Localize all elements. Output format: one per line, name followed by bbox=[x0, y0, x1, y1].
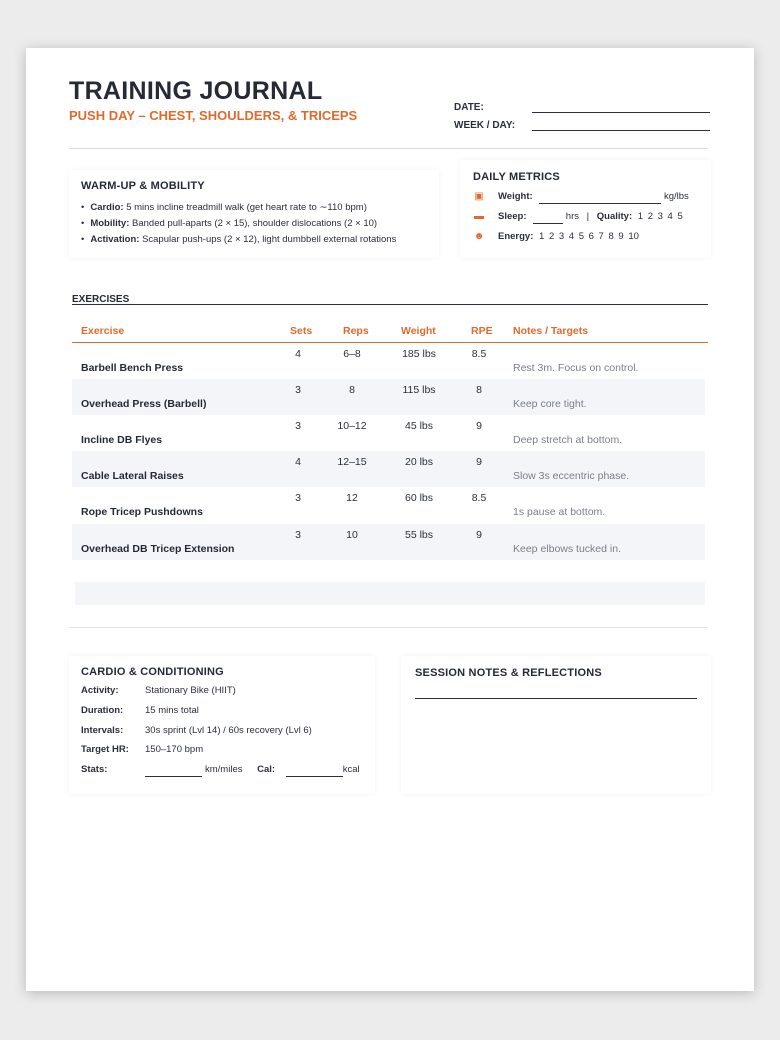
exercise-name: Overhead DB Tricep Extension bbox=[81, 543, 235, 555]
exercise-rpe: 8 bbox=[476, 384, 482, 396]
exercise-notes: Keep elbows tucked in. bbox=[513, 543, 621, 555]
target-hr-value: 150–170 bpm bbox=[145, 744, 204, 755]
warmup-item-text: Banded pull-aparts (2 × 15), shoulder dislocations (2 × 10) bbox=[132, 218, 378, 229]
metrics-title: DAILY METRICS bbox=[473, 171, 560, 183]
header-rpe: RPE bbox=[471, 325, 493, 337]
exercise-name: Cable Lateral Raises bbox=[81, 470, 184, 482]
exercise-weight: 20 lbs bbox=[404, 456, 434, 468]
intervals-label: Intervals: bbox=[81, 725, 124, 736]
session-notes-title: SESSION NOTES & REFLECTIONS bbox=[415, 667, 602, 679]
warmup-item-label: Cardio: bbox=[90, 202, 124, 213]
cardio-title: CARDIO & CONDITIONING bbox=[81, 666, 224, 678]
warmup-item-text: Scapular push-ups (2 × 12), light dumbbell external rotations bbox=[142, 234, 397, 245]
list-item bbox=[81, 216, 396, 232]
sleep-row bbox=[473, 210, 683, 224]
session-notes-card bbox=[401, 656, 711, 794]
exercise-name: Barbell Bench Press bbox=[81, 362, 184, 374]
header-sets: Sets bbox=[290, 325, 313, 337]
warmup-item-label: Mobility: bbox=[90, 218, 130, 229]
weight-row bbox=[473, 190, 689, 204]
empty-exercise-row[interactable] bbox=[75, 582, 705, 605]
exercise-notes: Deep stretch at bottom. bbox=[513, 434, 623, 446]
energy-label: Energy: bbox=[498, 231, 534, 242]
distance-input-line[interactable] bbox=[145, 766, 202, 777]
intervals-value: 30s sprint (Lvl 14) / 60s recovery (Lvl 6) bbox=[145, 725, 312, 736]
header-exercise: Exercise bbox=[81, 325, 125, 337]
date-line bbox=[532, 112, 710, 113]
exercise-weight: 45 lbs bbox=[404, 420, 434, 432]
exercise-name: Incline DB Flyes bbox=[81, 434, 163, 446]
cal-unit: kcal bbox=[342, 764, 360, 775]
exercises-title: EXERCISES bbox=[72, 294, 130, 305]
exercise-reps: 10–12 bbox=[337, 420, 367, 432]
bed-icon: ▬ bbox=[474, 211, 484, 222]
table-row bbox=[72, 451, 705, 487]
page-title: TRAINING JOURNAL bbox=[69, 77, 323, 105]
header-reps: Reps bbox=[343, 325, 369, 337]
warmup-card bbox=[69, 170, 439, 258]
warmup-list bbox=[81, 200, 396, 248]
exercise-name: Overhead Press (Barbell) bbox=[81, 398, 207, 410]
exercise-notes: Rest 3m. Focus on control. bbox=[513, 362, 639, 374]
session-notes-line[interactable] bbox=[415, 698, 697, 699]
header-weight: Weight bbox=[401, 325, 436, 337]
target-hr-label: Target HR: bbox=[81, 744, 129, 755]
exercise-sets: 3 bbox=[295, 384, 301, 396]
activity-value: Stationary Bike (HIIT) bbox=[145, 685, 236, 696]
exercise-rpe: 9 bbox=[476, 456, 482, 468]
exercise-rpe: 8.5 bbox=[471, 492, 487, 504]
warmup-item-text: 5 mins incline treadmill walk (get heart rate to ∼110 bpm) bbox=[126, 202, 367, 213]
cardio-stats-row bbox=[81, 763, 371, 777]
warmup-title: WARM-UP & MOBILITY bbox=[81, 180, 205, 192]
weight-input-line[interactable] bbox=[539, 193, 661, 204]
warmup-item-label: Activation: bbox=[90, 234, 140, 245]
stats-distance bbox=[145, 763, 360, 777]
exercise-name: Rope Tricep Pushdowns bbox=[81, 506, 203, 518]
exercise-sets: 3 bbox=[295, 529, 301, 541]
energy-row bbox=[473, 230, 639, 244]
exercise-sets: 3 bbox=[295, 420, 301, 432]
duration-value: 15 mins total bbox=[145, 705, 199, 716]
exercise-rpe: 8.5 bbox=[471, 348, 487, 360]
page-subtitle: PUSH DAY – CHEST, SHOULDERS, & TRICEPS bbox=[69, 108, 358, 123]
sleep-input-line[interactable] bbox=[533, 213, 563, 224]
quality-label: Quality: bbox=[596, 211, 633, 222]
exercise-weight: 185 lbs bbox=[402, 348, 436, 360]
stats-label: Stats: bbox=[81, 764, 108, 775]
exercise-reps: 12–15 bbox=[337, 456, 367, 468]
exercise-notes: Slow 3s eccentric phase. bbox=[513, 470, 630, 482]
exercise-weight: 115 lbs bbox=[402, 384, 436, 396]
exercise-sets: 4 bbox=[295, 348, 301, 360]
exercise-reps: 10 bbox=[346, 529, 358, 541]
exercise-sets: 3 bbox=[295, 492, 301, 504]
exercise-weight: 60 lbs bbox=[404, 492, 434, 504]
exercise-rpe: 9 bbox=[476, 529, 482, 541]
duration-label: Duration: bbox=[81, 705, 124, 716]
exercise-reps: 6–8 bbox=[343, 348, 361, 360]
exercise-weight: 55 lbs bbox=[404, 529, 434, 541]
cardio-card bbox=[69, 656, 375, 794]
exercise-reps: 12 bbox=[346, 492, 358, 504]
list-item bbox=[81, 232, 396, 248]
header-divider bbox=[69, 148, 708, 149]
date-field[interactable] bbox=[454, 102, 484, 113]
week-day-line bbox=[532, 130, 710, 131]
cal-label: Cal: bbox=[257, 764, 276, 775]
journal-page bbox=[26, 48, 754, 991]
quality-scale[interactable]: 1 2 3 4 5 bbox=[637, 211, 683, 222]
sleep-label: Sleep: bbox=[498, 211, 527, 222]
table-row bbox=[72, 524, 705, 560]
sleep-unit: hrs bbox=[565, 211, 579, 222]
table-row bbox=[72, 343, 705, 379]
date-label: DATE: bbox=[454, 102, 484, 113]
activity-label: Activity: bbox=[81, 685, 119, 696]
week-day-label: WEEK / DAY: bbox=[454, 120, 516, 131]
weight-label: Weight: bbox=[498, 191, 533, 202]
table-row bbox=[72, 487, 705, 523]
table-row bbox=[72, 379, 705, 415]
smiley-icon: ☻ bbox=[473, 231, 485, 242]
energy-scale[interactable]: 1 2 3 4 5 6 7 8 9 10 bbox=[539, 231, 639, 242]
table-header bbox=[72, 322, 708, 343]
weight-unit: kg/lbs bbox=[663, 191, 689, 202]
scale-icon: ▣ bbox=[474, 191, 484, 202]
week-day-field[interactable] bbox=[454, 120, 515, 131]
exercises-divider bbox=[72, 304, 708, 305]
section-divider bbox=[69, 627, 708, 628]
exercise-notes: 1s pause at bottom. bbox=[513, 506, 606, 518]
exercise-reps: 8 bbox=[349, 384, 355, 396]
exercise-sets: 4 bbox=[295, 456, 301, 468]
distance-unit: km/miles bbox=[205, 764, 243, 775]
cal-input-line[interactable] bbox=[286, 766, 343, 777]
metrics-separator: | bbox=[586, 211, 590, 222]
exercise-notes: Keep core tight. bbox=[513, 398, 587, 410]
header-notes: Notes / Targets bbox=[513, 325, 589, 337]
exercise-rpe: 9 bbox=[476, 420, 482, 432]
daily-metrics-card bbox=[460, 160, 711, 258]
list-item bbox=[81, 200, 396, 216]
table-row bbox=[72, 415, 705, 451]
